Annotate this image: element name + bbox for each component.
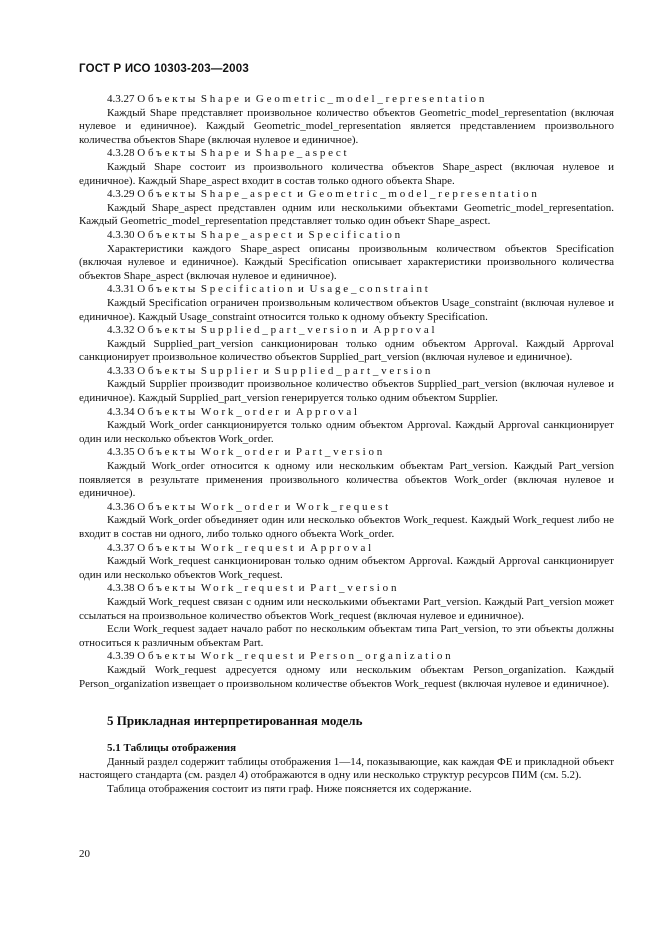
entry-conjunction: и [298, 582, 308, 595]
entry-heading [79, 406, 614, 420]
entry-number: 4.3.37 [107, 541, 135, 554]
entry-conjunction: и [284, 405, 294, 418]
entry-conjunction: и [298, 283, 307, 296]
entry-heading [79, 324, 614, 338]
entry-conjunction: и [298, 650, 308, 663]
entry-object-b: Approval [310, 541, 375, 554]
entry-object-b: Shape_aspect [255, 147, 350, 160]
entry-number: 4.3.35 [107, 446, 135, 459]
entry-conjunction: и [297, 228, 306, 241]
entry-number: 4.3.30 [107, 228, 135, 241]
entry-prefix: Объекты [137, 147, 199, 160]
entry-heading [79, 650, 614, 664]
entry-object-a: Shape_aspect [200, 228, 295, 241]
entry-conjunction: и [297, 188, 306, 201]
entry-number: 4.3.32 [107, 324, 135, 337]
entry-prefix: Объекты [137, 405, 199, 418]
entry-object-a: Work_order [200, 500, 282, 513]
entry-number: 4.3.31 [107, 283, 135, 296]
subsection-5-1-title: 5.1 Таблицы отображения [107, 742, 237, 755]
entries-list [79, 93, 614, 691]
document-body [79, 93, 614, 797]
entry-prefix: Объекты [137, 364, 199, 377]
entry-object-a: Shape [200, 147, 242, 160]
entry-heading [79, 188, 614, 202]
entry-text: Каждый Shape_aspect представлен одним или несколькими объектами Geometric_model_representation. Каждый Geometric_model_representation представляет только один объект Shape_aspect. [79, 201, 614, 228]
entry-object-b: Geometric_model_representation [255, 93, 488, 105]
entry-object-a: Supplier [200, 364, 261, 377]
entry-prefix: Объекты [137, 93, 199, 105]
entry-number: 4.3.28 [107, 147, 135, 160]
entry-heading [79, 147, 614, 161]
entry-heading [79, 283, 614, 297]
entry-object-b: Work_request [295, 500, 391, 513]
entry-text: Каждый Shape представляет произвольное количество объектов Geometric_model_representation (включая нулевое и единичное). Каждый Geometric_model_representation является представлением произвольного количества объектов Shape (включая нулевое и единичное). [79, 106, 614, 146]
entry-conjunction: и [362, 324, 371, 337]
entry-conjunction: и [244, 93, 254, 105]
entry-object-a: Work_order [200, 405, 282, 418]
entry-number: 4.3.29 [107, 188, 135, 201]
entry-text: Каждый Work_request связан с одним или несколькими объектами Part_version. Каждый Part_version может ссылаться на произвольное количество объектов Work_request (включая нулевое и единичное). [79, 595, 614, 622]
entry-object-a: Work_request [200, 582, 296, 595]
entry-object-a: Work_order [200, 446, 282, 459]
entry-object-b: Part_version [310, 582, 400, 595]
entry-heading [79, 229, 614, 243]
entry-object-a: Specification [200, 283, 296, 296]
entry-text: Каждый Work_request санкционирован только одним объектом Approval. Каждый Approval санкционирует один или несколько объектов Work_request. [79, 555, 614, 581]
entry-conjunction: и [263, 364, 272, 377]
entry-object-b: Supplied_part_version [274, 364, 434, 377]
entry-object-b: Usage_constraint [309, 283, 431, 296]
entry-text: Характеристики каждого Shape_aspect описаны произвольным количеством объектов Specification (включая нулевое и единичное). Каждый Specification описывает характеристики произвольного количества объектов Shape_aspect (включая нулевое и единичное). [79, 242, 614, 282]
entry-heading [79, 365, 614, 379]
entry-heading [79, 93, 614, 107]
entry-heading [79, 582, 614, 596]
entry-prefix: Объекты [137, 582, 199, 595]
entry-text: Каждый Work_order относится к одному или нескольким объектам Part_version. Каждый Part_version появляется в результате применения произвольного количества объектов Work_order (включая нулевое и единичное). [79, 460, 614, 500]
entry-prefix: Объекты [137, 446, 199, 459]
entry-object-a: Shape [200, 93, 242, 105]
entry-text: Каждый Supplied_part_version санкционирован только одним объектом Approval. Каждый Approval санкционирует произвольное количество объектов Supplied_part_version (включая нулевое и единичное). [79, 337, 614, 364]
entry-text: Каждый Shape состоит из произвольного количества объектов Shape_aspect (включая нулевое и единичное). Каждый Shape_aspect входит в состав только одного объекта Shape. [79, 160, 614, 187]
entry-object-a: Work_request [200, 541, 296, 554]
entry-heading [79, 446, 614, 460]
entry-prefix: Объекты [137, 228, 199, 241]
section-5-title: 5 Прикладная интерпретированная модель [107, 713, 363, 729]
page-number: 20 [79, 848, 90, 860]
document-header: ГОСТ Р ИСО 10303-203—2003 [79, 63, 249, 75]
entry-object-b: Geometric_model_representation [308, 188, 540, 201]
entry-conjunction: и [284, 500, 294, 513]
entry-number: 4.3.38 [107, 582, 135, 595]
entry-number: 4.3.39 [107, 650, 135, 663]
entry-prefix: Объекты [137, 324, 199, 337]
entry-heading [79, 542, 614, 556]
entry-object-b: Part_version [295, 446, 386, 459]
entry-number: 4.3.33 [107, 364, 135, 377]
entry-object-b: Approval [295, 405, 360, 418]
entry-conjunction: и [244, 147, 254, 160]
entry-text: Каждый Work_request адресуется одному или нескольким объектам Person_organization. Каждый Person_organization извещает о произвольном количестве объектов Work_request (включая нулевое и единичное). [79, 663, 614, 690]
entry-extra-text: Если Work_request задает начало работ по нескольким объектам типа Part_version, то эти объекты должны относиться к различным объектам Part. [79, 623, 614, 649]
entry-conjunction: и [298, 541, 308, 554]
entry-object-b: Specification [308, 228, 403, 241]
entry-object-a: Work_request [200, 650, 296, 663]
entry-prefix: Объекты [137, 283, 199, 296]
entry-object-a: Shape_aspect [200, 188, 295, 201]
entry-text: Каждый Work_order объединяет один или несколько объектов Work_request. Каждый Work_request либо не входит в состав ни одного, либо только одного объекта Work_order. [79, 514, 614, 540]
entry-text: Каждый Supplier производит произвольное количество объектов Supplied_part_version (включая нулевое и единичное). Каждый Supplied_part_version генерируется только одним объектом Supplier. [79, 378, 614, 405]
entry-number: 4.3.34 [107, 405, 135, 418]
entry-object-b: Person_organization [310, 650, 454, 663]
entry-prefix: Объекты [137, 500, 199, 513]
entry-object-b: Approval [373, 324, 438, 337]
entry-conjunction: и [284, 446, 294, 459]
entry-object-a: Supplied_part_version [200, 324, 360, 337]
entry-heading [79, 501, 614, 515]
entry-prefix: Объекты [137, 650, 199, 663]
entry-text: Каждый Work_order санкционируется только одним объектом Approval. Каждый Approval санкционирует один или несколько объектов Work_order. [79, 419, 614, 445]
section-5-paragraph-2: Таблица отображения состоит из пяти граф. Ниже поясняется их содержание. [107, 782, 472, 795]
entry-number: 4.3.27 [107, 93, 135, 105]
entry-prefix: Объекты [137, 188, 199, 201]
entry-prefix: Объекты [137, 541, 199, 554]
entry-number: 4.3.36 [107, 500, 135, 513]
section-5-paragraph-1: Данный раздел содержит таблицы отображения 1—14, показывающие, как каждая ФЕ и прикладной объект настоящего стандарта (см. раздел 4) отображаются в одну или несколько структур ресурсов ПИМ (см. 5.2). [79, 755, 614, 782]
entry-text: Каждый Specification ограничен произвольным количеством объектов Usage_constraint (включая нулевое и единичное). Каждый Usage_constraint относится только к одному объекту Specification. [79, 296, 614, 323]
